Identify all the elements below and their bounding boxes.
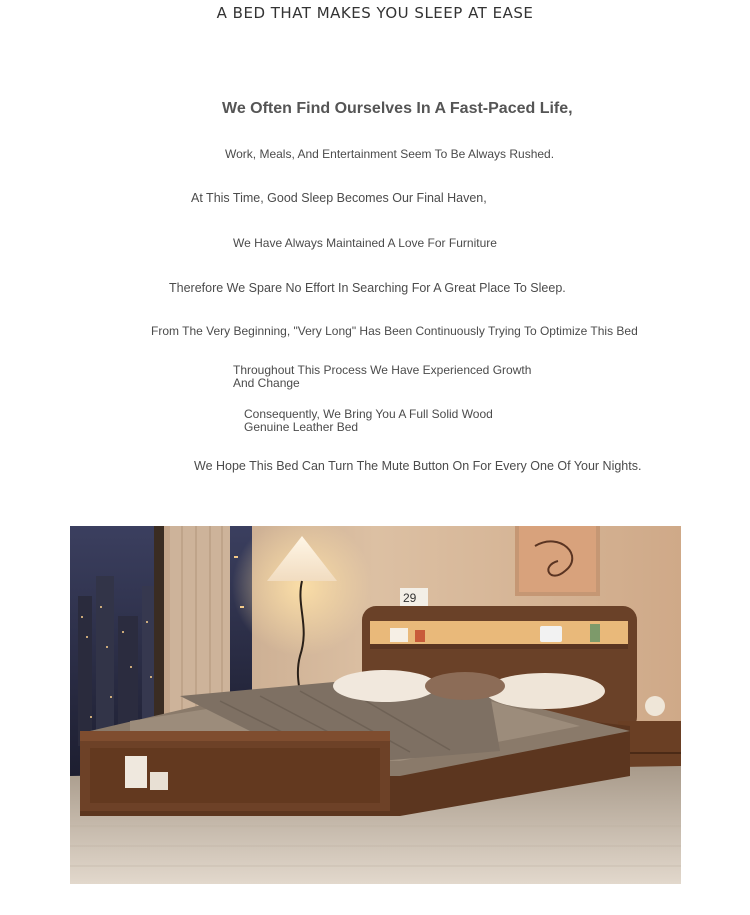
story-line-5: Therefore We Spare No Effort In Searching For A Great Place To Sleep. bbox=[169, 281, 566, 295]
story-line-4: We Have Always Maintained A Love For Furniture bbox=[233, 236, 497, 250]
photo-frame bbox=[125, 756, 147, 788]
pillow-left bbox=[333, 670, 437, 702]
bed-photo bbox=[70, 526, 681, 884]
story-line-8: Consequently, We Bring You A Full Solid Wood Genuine Leather Bed bbox=[244, 407, 493, 434]
page-title: A BED THAT MAKES YOU SLEEP AT EASE bbox=[216, 4, 534, 22]
story-line-3: At This Time, Good Sleep Becomes Our Final Haven, bbox=[191, 191, 487, 205]
clock-digits: 29 bbox=[403, 591, 417, 605]
story-line-7: Throughout This Process We Have Experienced Growth And Change bbox=[233, 363, 532, 390]
story-line-1: We Often Find Ourselves In A Fast-Paced Life, bbox=[222, 100, 573, 117]
story-line-6: From The Very Beginning, "Very Long" Has Been Continuously Trying To Optimize This Bed bbox=[151, 324, 638, 338]
story-line-2: Work, Meals, And Entertainment Seem To Be Always Rushed. bbox=[225, 147, 555, 161]
pillow-right bbox=[485, 673, 605, 709]
story-line-9: We Hope This Bed Can Turn The Mute Button On For Every One Of Your Nights. bbox=[194, 459, 642, 473]
